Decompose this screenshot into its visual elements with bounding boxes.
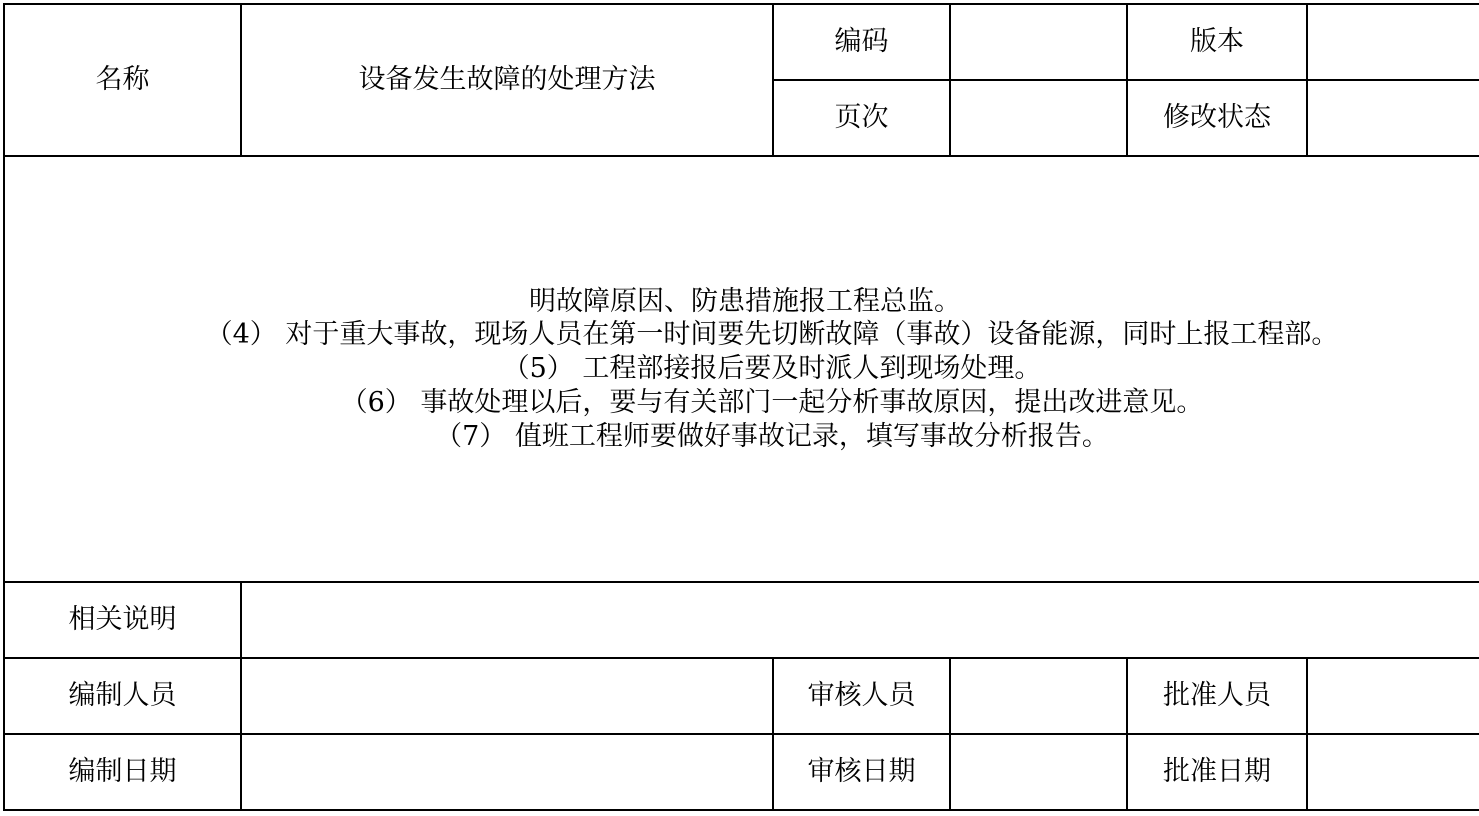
approved-date-label-cell: 批准日期: [1127, 734, 1307, 810]
code-value-cell[interactable]: [950, 4, 1127, 80]
prepared-date-value-cell[interactable]: [241, 734, 773, 810]
notes-row: [4, 582, 1479, 658]
body-line-5: （7） 值班工程师要做好事故记录，填写事故分析报告。: [435, 420, 1109, 452]
body-line-2: （4） 对于重大事故，现场人员在第一时间要先切断故障（事故）设备能源，同时上报工程部。: [205, 319, 1339, 351]
name-label-cell: 名称: [4, 4, 241, 156]
prepared-by-value-cell[interactable]: [241, 658, 773, 734]
revision-value-cell[interactable]: [1307, 80, 1479, 156]
reviewed-by-label-cell: 审核人员: [773, 658, 950, 734]
notes-value-cell[interactable]: [241, 582, 1479, 658]
code-label-cell: 编码: [773, 4, 950, 80]
approved-by-label-cell: 批准人员: [1127, 658, 1307, 734]
version-value-cell[interactable]: [1307, 4, 1479, 80]
approved-date-value-cell[interactable]: [1307, 734, 1479, 810]
document-title-cell: 设备发生故障的处理方法: [241, 4, 773, 156]
body-line-3: （5） 工程部接报后要及时派人到现场处理。: [502, 353, 1042, 385]
page-value-cell[interactable]: [950, 80, 1127, 156]
revision-label-cell: 修改状态: [1127, 80, 1307, 156]
approved-by-value-cell[interactable]: [1307, 658, 1479, 734]
page-label-cell: 页次: [773, 80, 950, 156]
version-label-cell: 版本: [1127, 4, 1307, 80]
procedure-form-table: [3, 3, 1479, 811]
signature-person-row: [4, 658, 1479, 734]
procedure-body-cell: [4, 156, 1479, 582]
notes-label-cell: 相关说明: [4, 582, 241, 658]
body-row: [4, 156, 1479, 582]
body-line-4: （6） 事故处理以后，要与有关部门一起分析事故原因，提出改进意见。: [340, 386, 1204, 418]
prepared-by-label-cell: 编制人员: [4, 658, 241, 734]
signature-date-row: [4, 734, 1479, 810]
header-row-1: [4, 4, 1479, 80]
document-page: [0, 3, 1479, 816]
reviewed-by-value-cell[interactable]: [950, 658, 1127, 734]
body-line-1: 明故障原因、防患措施报工程总监。: [529, 285, 961, 317]
prepared-date-label-cell: 编制日期: [4, 734, 241, 810]
reviewed-date-value-cell[interactable]: [950, 734, 1127, 810]
reviewed-date-label-cell: 审核日期: [773, 734, 950, 810]
